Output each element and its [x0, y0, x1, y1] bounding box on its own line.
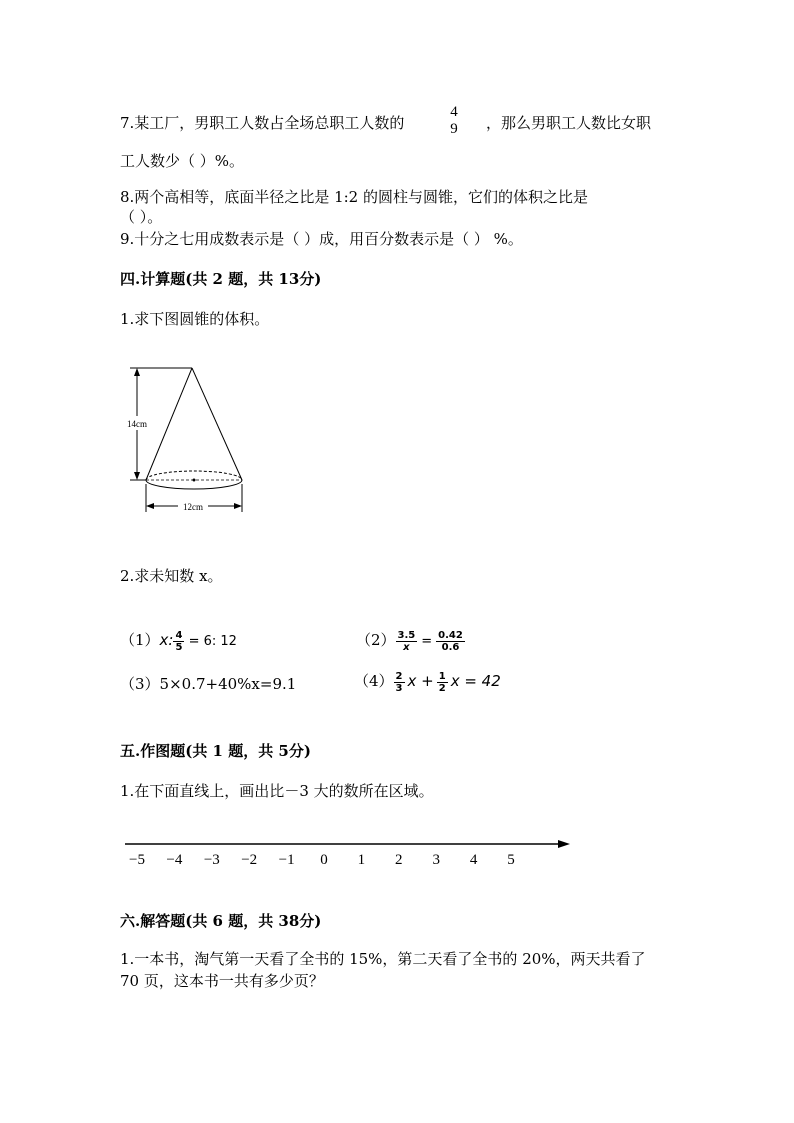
number-line-label: −2 [241, 852, 258, 868]
q7-fraction [446, 104, 462, 137]
base-arrow-left [146, 503, 154, 509]
eq4-fraction-1 [394, 671, 405, 694]
eq2-right-fraction [436, 630, 465, 653]
number-line-label: −5 [129, 852, 145, 868]
q8-text-line1: 8.两个高相等，底面半径之比是 1:2 的圆柱与圆锥，它们的体积之比是 [120, 188, 588, 206]
equation-4 [354, 669, 501, 693]
height-arrow-up [134, 368, 140, 376]
cone-right-side [192, 368, 242, 480]
number-line-ticks [129, 852, 515, 868]
section4-heading: 四.计算题(共 2 题，共 13分) [120, 270, 322, 288]
eq4-f1-denominator: 3 [395, 682, 403, 694]
section6-q1-line2: 70 页，这本书一共有多少页？ [120, 972, 324, 990]
equation-2 [356, 628, 465, 652]
eq4-fraction-2 [437, 671, 448, 694]
q7-text-line2: 工人数少（ ）%。 [120, 152, 245, 170]
eq2-label: （2） [356, 631, 396, 649]
base-arrow-right [234, 503, 242, 509]
eq4-f2-numerator: 1 [438, 670, 446, 682]
q8-text-line2: （ ）。 [120, 208, 163, 226]
eq1-rest: = 6: 12 [184, 634, 237, 649]
number-line[interactable] [115, 830, 575, 875]
cone-left-side [146, 368, 192, 480]
number-line-arrow [558, 840, 570, 848]
base-label: 12cm [183, 502, 203, 512]
number-line-label: 4 [469, 852, 478, 868]
equation-3: （3）5×0.7+40%x=9.1 [120, 675, 297, 693]
eq2-equals: = [421, 634, 433, 649]
height-label: 14cm [127, 419, 147, 429]
eq4-middle: x + [407, 672, 434, 690]
eq2-left-denominator: x [403, 641, 410, 653]
eq4-rest: x = 42 [450, 672, 501, 690]
number-line-label: −4 [166, 852, 183, 868]
eq1-fraction [173, 630, 184, 653]
number-line-label: 5 [507, 852, 515, 868]
number-line-label: −3 [203, 852, 220, 868]
section4-q1: 1.求下图圆锥的体积。 [120, 310, 270, 328]
cone-diagram [120, 360, 260, 520]
eq4-f2-denominator: 2 [438, 682, 446, 694]
eq2-left-numerator: 3.5 [397, 629, 416, 641]
section5-heading: 五.作图题(共 1 题，共 5分) [120, 742, 311, 760]
eq1-fraction-denominator: 5 [175, 641, 183, 653]
eq2-right-denominator: 0.6 [441, 641, 460, 653]
eq4-label: （4） [354, 672, 394, 690]
section5-q1: 1.在下面直线上，画出比－3 大的数所在区域。 [120, 782, 434, 800]
q9-text: 9.十分之七用成数表示是（ ）成，用百分数表示是（ ） %。 [120, 230, 523, 248]
section4-q2: 2.求未知数 x。 [120, 567, 223, 585]
cone-base-center [193, 479, 196, 482]
q7-text-end: ，那么男职工人数比女职 [486, 114, 652, 132]
q7-text-start: 7.某工厂，男职工人数占全场总职工人数的 [120, 114, 405, 132]
eq1-fraction-numerator: 4 [175, 629, 183, 641]
height-arrow-down [134, 472, 140, 480]
number-line-label: 3 [432, 852, 440, 868]
number-line-label: 0 [320, 852, 328, 868]
eq4-f1-numerator: 2 [395, 670, 403, 682]
eq1-label: （1） [120, 631, 160, 649]
equation-1 [120, 628, 237, 652]
eq1-expr: x: [159, 631, 174, 649]
q7-fraction-numerator: 4 [450, 104, 458, 120]
section6-heading: 六.解答题(共 6 题，共 38分) [120, 912, 322, 930]
number-line-label: −1 [278, 852, 295, 868]
q7-fraction-denominator: 9 [450, 121, 458, 137]
eq2-left-fraction [396, 630, 418, 653]
eq2-right-numerator: 0.42 [438, 629, 463, 641]
section6-q1-line1: 1.一本书，淘气第一天看了全书的 15%，第二天看了全书的 20%，两天共看了 [120, 950, 646, 968]
number-line-label: 1 [357, 852, 366, 868]
number-line-label: 2 [395, 852, 403, 868]
